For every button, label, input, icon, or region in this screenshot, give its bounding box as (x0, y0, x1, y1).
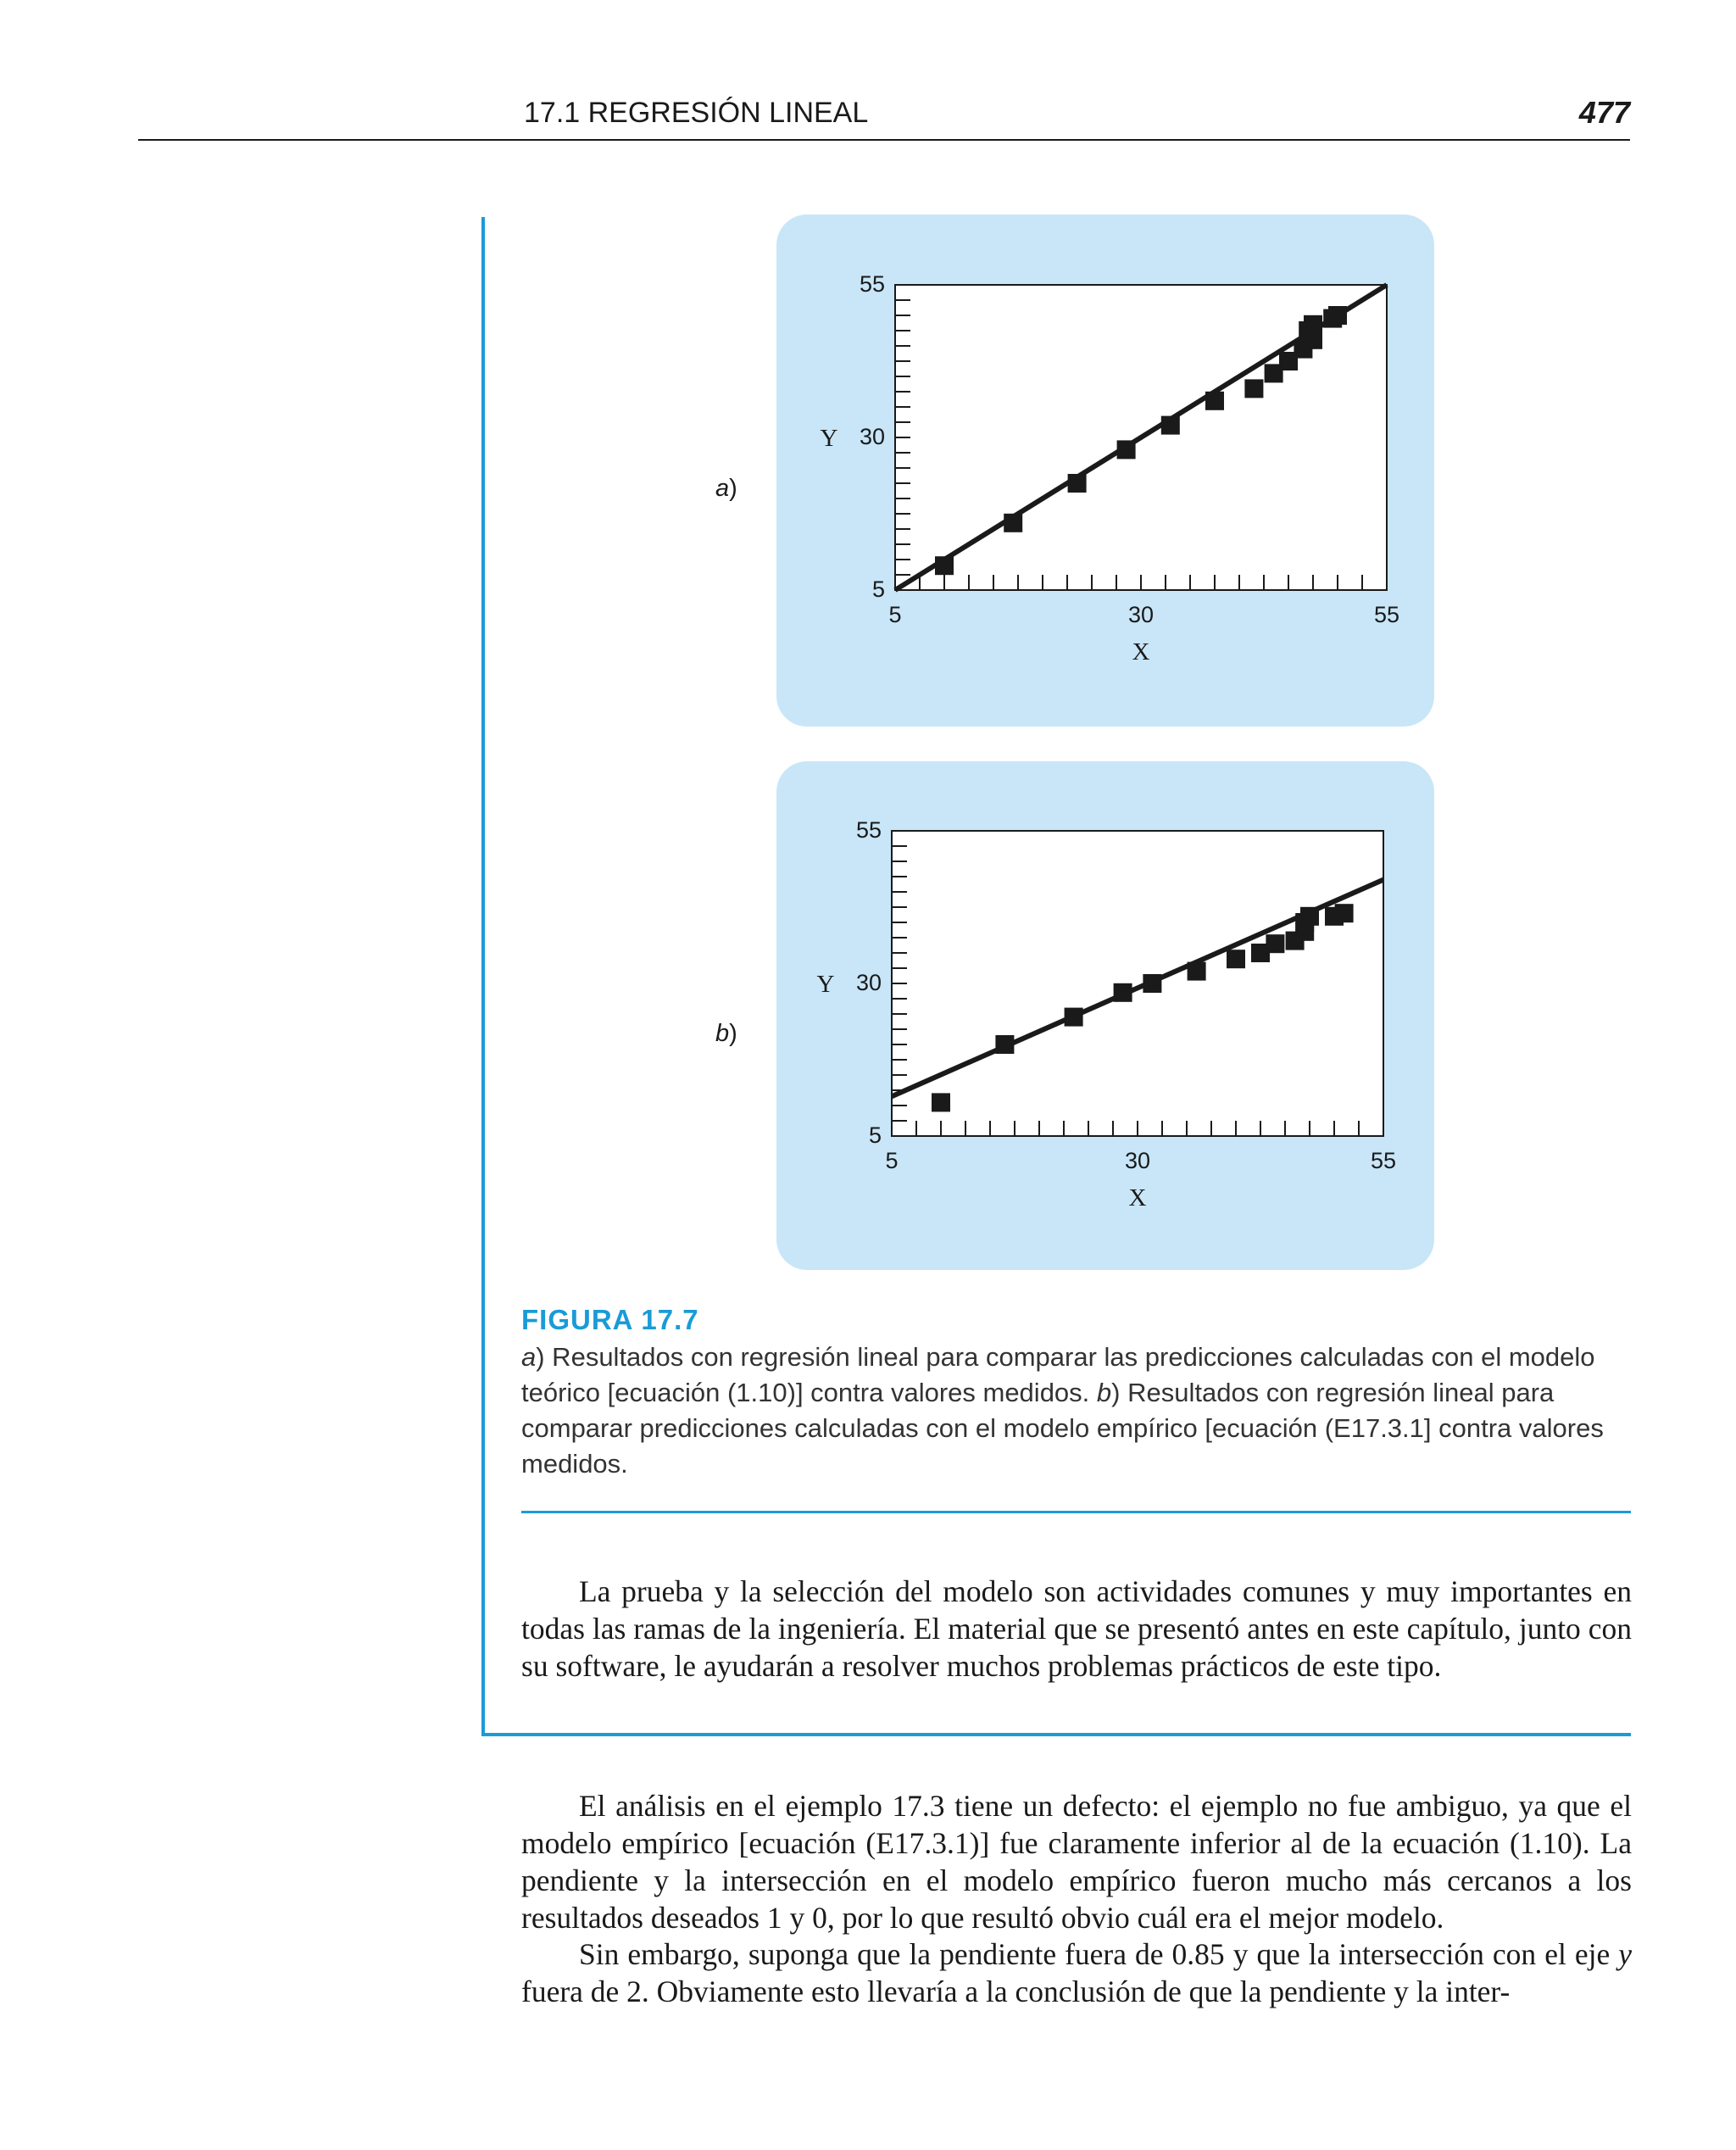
data-point (1227, 950, 1245, 968)
x-tick-label: 55 (1370, 1148, 1397, 1173)
paragraph-run: El análisis en el ejemplo 17.3 tiene un defecto: el ejemplo no fue ambiguo, ya que el modelo empírico [ecuación (E17.3.1)] fue claramente inferior al de la ecuación (1.10). La pendiente y la intersección en el modelo empírico fueron mucho más cercanos a los resultados deseados 1 y 0, por lo que resultó obvio cuál era el mejor modelo. (521, 1789, 1632, 1935)
x-tick-label: 55 (1373, 602, 1400, 627)
y-axis-label: Y (816, 971, 835, 998)
section-title: 17.1 REGRESIÓN LINEAL (524, 97, 869, 129)
data-point (1188, 962, 1206, 981)
data-point (1004, 514, 1022, 532)
y-tick-label: 55 (859, 271, 885, 297)
y-tick-label: 5 (868, 1122, 882, 1148)
caption-run: a (521, 1342, 537, 1372)
x-axis-label: X (1132, 638, 1150, 666)
paragraph-run: La prueba y la selección del modelo son actividades comunes y muy importantes en todas las ramas de la ingeniería. El material que se presentó antes en este capítulo, junto con su software, le ayudarán a resolver muchos problemas prácticos de este tipo. (521, 1574, 1632, 1683)
plot-area (892, 831, 1383, 1136)
y-tick-label: 55 (855, 817, 882, 843)
paragraph-run: fuera de 2. Obviamente esto llevaría a la conclusión de que la pendiente y la inter- (521, 1975, 1511, 2008)
y-tick-label: 5 (871, 576, 885, 602)
x-axis-label: X (1128, 1184, 1147, 1211)
data-point (1244, 379, 1263, 398)
paragraph-3 (521, 1936, 1632, 2010)
chart-panel-a (776, 214, 1434, 727)
data-point (1117, 440, 1136, 459)
caption-run: ) Resultados con regresión lineal para comparar predicciones calculadas con el modelo empírico [ecuación (E17.3.1] contra valores medidos. (521, 1378, 1604, 1479)
data-point (1143, 974, 1161, 993)
data-point (995, 1035, 1014, 1054)
panel-a-label: a) (715, 475, 737, 502)
paragraph-run: y (1618, 1937, 1632, 1971)
y-axis-label: Y (820, 425, 838, 452)
data-point (1065, 1008, 1083, 1027)
x-tick-label: 30 (1124, 1148, 1151, 1173)
data-point (1068, 474, 1087, 493)
page-number: 477 (1578, 95, 1630, 130)
box-left-border (481, 217, 485, 1736)
x-tick-label: 5 (885, 1148, 899, 1173)
page-header (138, 92, 1630, 141)
data-point (1266, 934, 1284, 953)
box-bottom-border (481, 1733, 1631, 1736)
data-point (1300, 907, 1319, 926)
data-point (1114, 983, 1132, 1002)
data-point (1304, 315, 1322, 334)
y-tick-label: 30 (855, 970, 882, 995)
y-tick-label: 30 (859, 424, 885, 449)
caption-divider (521, 1511, 1631, 1513)
scatter-chart-a (776, 214, 1434, 727)
paragraph-run: Sin embargo, suponga que la pendiente fuera de 0.85 y que la intersección con el eje (579, 1937, 1619, 1971)
data-point (1323, 309, 1342, 328)
caption-run: b (1096, 1378, 1112, 1407)
caption-run: ) Resultados con regresión lineal para comparar las predicciones calculadas con el modelo teórico [ecuación (1.10)] contra valores medidos. (521, 1342, 1595, 1407)
paragraph-2 (521, 1787, 1632, 1936)
x-tick-label: 30 (1127, 602, 1155, 627)
data-point (1335, 904, 1354, 922)
data-point (1161, 416, 1180, 435)
chart-panel-b (776, 761, 1434, 1270)
paragraph-1 (521, 1573, 1632, 1685)
data-point (1205, 392, 1224, 410)
scatter-chart-b (776, 761, 1434, 1270)
x-tick-label: 5 (888, 602, 902, 627)
figure-caption (521, 1340, 1632, 1482)
figure-title: FIGURA 17.7 (521, 1304, 699, 1335)
panel-b-label: b) (715, 1020, 737, 1047)
data-point (932, 1093, 950, 1111)
data-point (935, 556, 954, 575)
